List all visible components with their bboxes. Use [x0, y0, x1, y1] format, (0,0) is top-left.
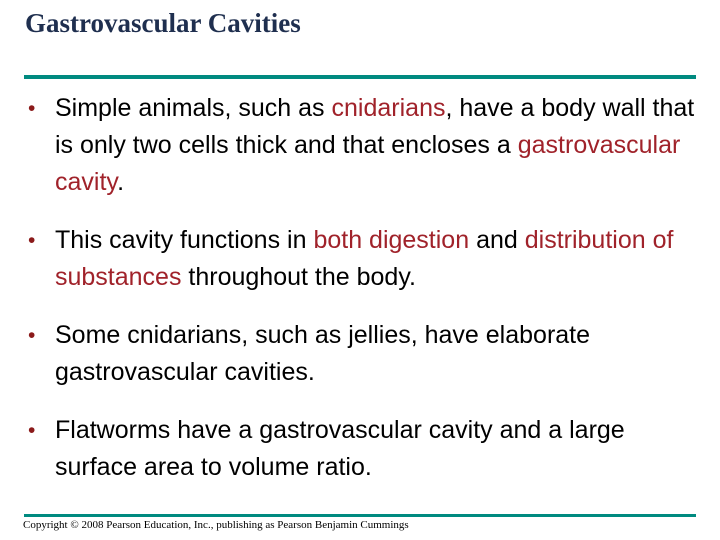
- bullet-marker: •: [28, 324, 36, 347]
- bullet-item: [28, 412, 708, 486]
- bullet-text-segment: , have a body wall that is only two cells thick and that encloses a: [55, 94, 695, 159]
- bullet-text-segment: and: [469, 226, 525, 254]
- slide-title: Gastrovascular Cavities: [25, 8, 301, 38]
- bullet-text-segment: This cavity functions in: [55, 226, 314, 254]
- bullet-item: [28, 317, 708, 391]
- bullet-text-segment: Some cnidarians, such as jellies, have elaborate gastrovascular cavities.: [55, 321, 591, 386]
- emphasis-term: cnidarians: [331, 94, 446, 122]
- bullet-text: [55, 321, 590, 386]
- bullet-marker: •: [28, 419, 36, 442]
- emphasis-term: both digestion: [313, 226, 470, 254]
- bullet-text-segment: throughout the body.: [181, 263, 416, 291]
- bullet-text: [55, 226, 673, 291]
- title-divider: [24, 75, 696, 79]
- bullet-list: [28, 90, 708, 507]
- footer-divider: [24, 514, 696, 517]
- bullet-text: [55, 94, 694, 196]
- bullet-text-segment: Flatworms have a gastrovascular cavity and a large surface area to volume ratio.: [55, 416, 625, 481]
- bullet-marker: •: [28, 229, 36, 252]
- bullet-text-segment: .: [117, 168, 125, 196]
- bullet-text-segment: Simple animals, such as: [55, 94, 332, 122]
- emphasis-term: distribution of substances: [55, 226, 674, 291]
- bullet-marker: •: [28, 97, 36, 120]
- bullet-text: [55, 416, 625, 481]
- emphasis-term: gastrovascular cavity: [55, 131, 681, 196]
- bullet-item: [28, 222, 708, 296]
- copyright-footer: Copyright © 2008 Pearson Education, Inc., publishing as Pearson Benjamin Cummings: [23, 519, 409, 531]
- bullet-item: [28, 90, 708, 201]
